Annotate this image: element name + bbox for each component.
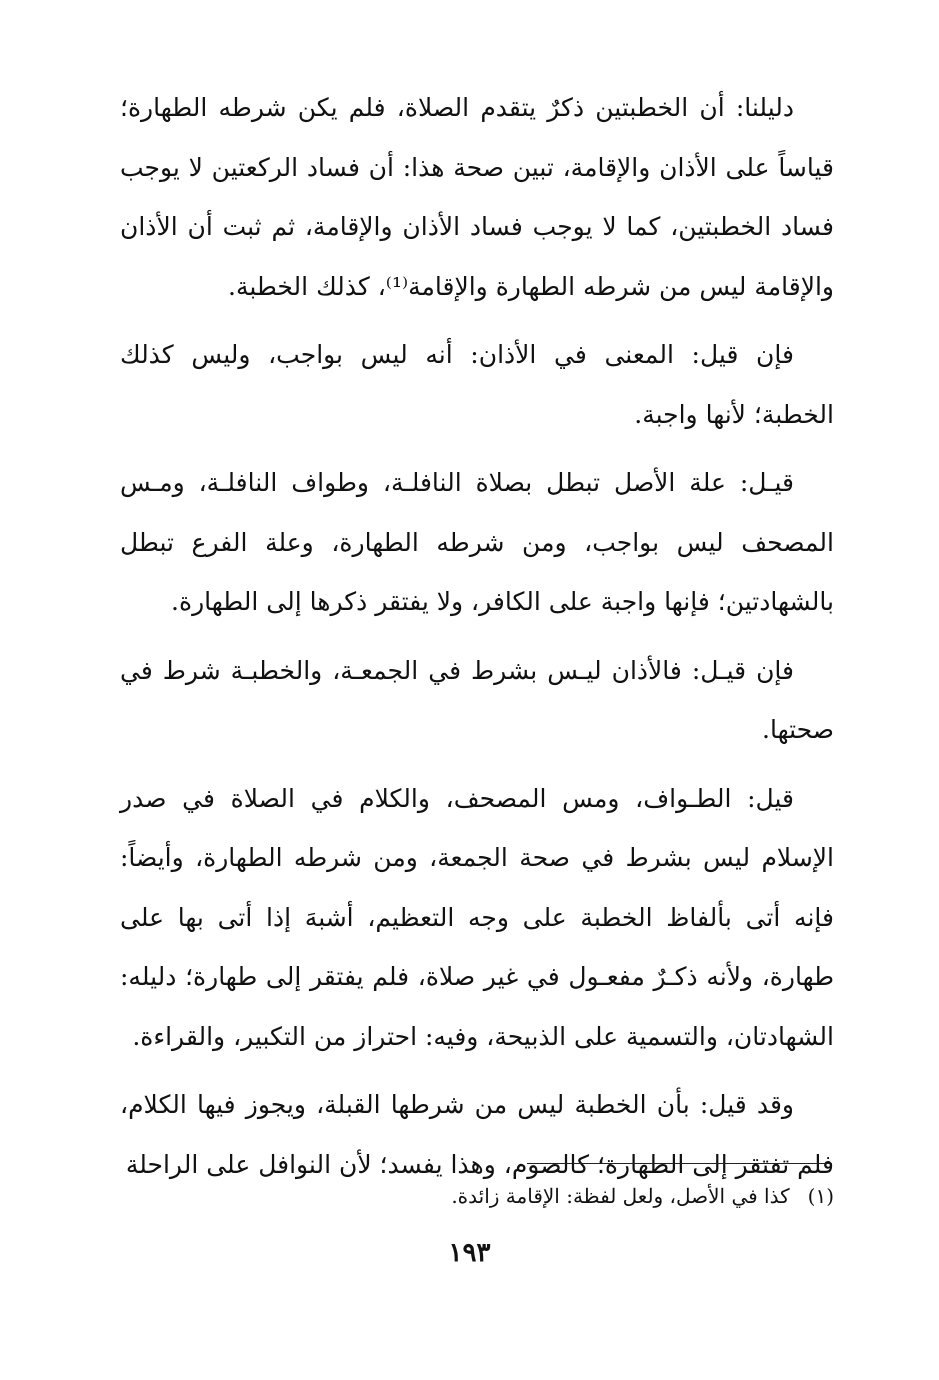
footnote-marker: (١) [807,1184,834,1208]
paragraph: فإن قيل: المعنى في الأذان: أنه ليس بواجب، وليس كذلك الخطبة؛ لأنها واجبة. [120,340,834,429]
page-number: ١٩٣ [448,1238,491,1268]
footnote-text: كذا في الأصل، ولعل لفظة: الإقامة زائدة. [451,1184,790,1208]
paragraph: وقد قيل: بأن الخطبة ليس من شرطها القبلة، ويجوز فيها الكلام، فلم تفتقر إلى الطهارة؛ كالصوم، وهذا يفسد؛ لأن النوافل على الراحلة [120,1090,834,1179]
paragraph: قيـل: علة الأصل تبطل بصلاة النافلـة، وطواف النافلـة، ومـس المصحف ليس بواجب، ومن شرطه الطهارة، وعلة الفرع تبطل بالشهادتين؛ فإنها واجبة على الكافر، ولا يفتقر ذكرها إلى الطهارة. [120,468,834,616]
main-text [120,78,834,1203]
paragraph: قيل: الطـواف، ومس المصحف، والكلام في الصلاة في صدر الإسلام ليس بشرط في صحة الجمعة، ومن شرطه الطهارة، وأيضاً: فإنه أتى بألفاظ الخطبة على وجه التعظيم، أشبهَ إذا أتى بها على طهارة، ولأنه ذكـرٌ مفعـول في غير صلاة، فلم يفتقر إلى طهارة؛ دليله: الشهادتان، والتسمية على الذبيحة، وفيه: احتراز من التكبير، والقراءة. [120,783,834,1051]
footnote [120,1178,834,1214]
paragraph: دليلنا: أن الخطبتين ذكرٌ يتقدم الصلاة، فلم يكن شرطه الطهارة؛ قياساً على الأذان والإقامة، تبين صحة هذا: أن فساد الركعتين لا يوجب فساد الخطبتين، كما لا يوجب فساد الأذان والإقامة، ثم ثبت أن الأذان والإقامة ليس من شرطه الطهارة والإقامة⁽¹⁾، كذلك الخطبة. [120,93,834,301]
paragraph: فإن قيـل: فالأذان ليـس بشرط في الجمعـة، والخطبـة شرط في صحتها. [120,655,834,744]
footnote-divider [527,1163,832,1164]
